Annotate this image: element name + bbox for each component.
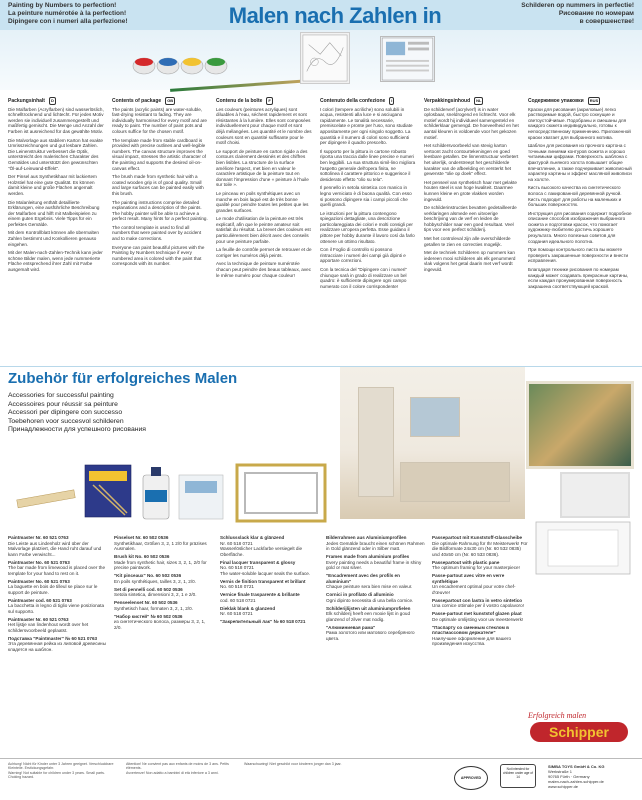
product-title: Cornici in profilato di alluminio: [326, 592, 394, 597]
subtitle-line: Accessories for successful painting: [8, 392, 114, 399]
paragraph: Met het controleval zijn alle overschilderde getallen te zien en correcties mogelijk.: [424, 236, 511, 247]
product-code: Nr. 60 518 0721: [220, 611, 253, 616]
product-title: "Encadrement avec des profils en aluminium": [326, 573, 400, 584]
language-badge: D: [50, 98, 54, 103]
product-title: Vernis de finition transparent et brillant: [220, 578, 306, 584]
paragraph: Mit der Malen-nach-Zahlen-Technik kann jeder schöne Bilder malen, wenn jede nummerierte Fläche entsprechend ihrer Zahl mit Farbe ausgemalt wird.: [8, 250, 103, 273]
product-title: Schlussslack klar & glänzend: [220, 535, 285, 540]
paragraph: Mit dem Kontrollblatt können alle übermalten Zahlen bestimmt und Konkollieren genauso eingehen.: [8, 230, 99, 247]
paragraph: De schilderverf (acrylverf) is in water oplosbaar, sneldrogend en lichtecht. Voor elk motief wordt hij individueel samengesteld en schilderklaar gemengd. De hoeveelheid en het aantal kleuren is voldoende voor het gekozen motief.: [424, 106, 519, 140]
product-desc: из синтетического волоса, размеры 3, 2, 1, 2/0.: [114, 619, 206, 630]
product-desc: Chaque peinture sera bien mise en valeur.: [326, 584, 413, 589]
schipper-logo: [524, 706, 634, 746]
paragraph: Con il Foglio di controllo si possono rintracciare i numeri dei campi già dipinti e apportare correzioni.: [320, 247, 406, 264]
product-code: No. 60 518 0721: [220, 565, 254, 570]
product-title: Set di pennelli cod. 60 502 0536: [114, 586, 183, 592]
accessories-title: Zubehör für erfolgreiches Malen: [8, 370, 238, 387]
template-canvas-image: [300, 32, 350, 84]
product-desc: Un encadrement optimal pour votre chef-d'œuvre!: [432, 584, 516, 595]
framed-painting-image: [526, 381, 634, 469]
product-column-lacquer: [220, 535, 320, 627]
warning-line: Achtung! Nicht für Kinder unter 3 Jahren geeignet. Verschluckbare Kleinteile. Erstickungsgefahr.: [8, 762, 114, 771]
product-desc: Synthetisch haar, formaten 3, 2, 1, 2/0.: [114, 605, 193, 611]
paragraph: The painting instructions comprise detailed explanations and a description of the paints. The hobby painter will be able to achieve a perfect result. Many hints for a perfect painting.: [112, 199, 208, 222]
product-title: Passepartout mit Kunststoff-Glasscheibe: [432, 535, 523, 540]
instructions-sheet-image: [380, 36, 435, 82]
product-desc: Наилучшее оформление для вашего произведения искусства.: [432, 635, 512, 646]
header-tagline-left: [8, 2, 178, 26]
column-heading: Contents of package GB: [112, 98, 174, 104]
product-title: Final lacquer transparent & glossy: [220, 559, 296, 565]
manufacturer-address: [548, 764, 638, 789]
product-desc: Ogni dipinto necessita di una bella cornice.: [326, 597, 414, 603]
language-badge: F: [268, 98, 271, 103]
address-line: malen-nach-zahlen-schipper.de: [548, 779, 604, 784]
paragraph: Il supporto per la pittura in cartone robusto riporta una traccia dalle linee precise e numeri ben leggibili. La sua struttura simil-lino migliora l'aspetto generale dell'opera finita, ne sottolinea il carattere pittorico e suggerisce il desiderato effetto "olio su tela".: [320, 148, 416, 182]
paragraph: Everyone can paint beautiful pictures with the Painting by Numbers technique if every numbered area is colored with the paint that corresponds with its number.: [112, 244, 205, 267]
product-title: Vernice finale trasparente & brillante: [220, 592, 300, 597]
paragraph: Con la tecnica del "Dipingere con i numeri" chiunque sarà in grado di realizzare un bel quadro: è sufficiente dipingere ogni campo numerato con il colore corrispondente!: [320, 267, 408, 289]
warning-text: [8, 762, 118, 780]
address-line: Werkstraße 1: [548, 769, 572, 774]
paragraph: La feuille de contrôle permet de retrouver et de corriger les numéros déjà peints.: [216, 247, 312, 258]
product-desc: La bacchetta in legno di tiglio viene posizionata sul supporto.: [8, 603, 105, 614]
product-title: Passepartout con lastra in vetro sintetico: [432, 597, 523, 603]
product-column-frames: [326, 535, 426, 644]
product-title: "Паспарту со сменным стеклом в пластмассовом держателе": [432, 624, 509, 635]
product-title: Paintmaster cod. 60 521 0763: [8, 597, 72, 603]
product-desc: Die optimale Rahmung für Ihr Meisterwerk! Für die Bildformate 24x30 cm (Nr. 60 532 0835) und 40x50 cm (Nr. 60 533 0836).: [432, 540, 528, 557]
column-f: [216, 97, 312, 281]
accessory-products-image: [15, 445, 335, 525]
paragraph: Avec la technique de peinture numérotée chacun peut peindre des beaux tableaux, avec le même numéro pour chaque couleur!: [216, 261, 312, 278]
tagline-nl: Schilderen op nummers in perfectie!: [521, 2, 634, 9]
tagline-ru-2: в совершенстве!: [579, 18, 634, 25]
logo-brand-text: Schipper: [549, 724, 609, 740]
paragraph: Le support de peinture en carton rigide a des contours clairement dessinés et des chiffres bien lisibles. La structure de la surface améliore l'aspect, met bien en valeur le caractère artistique de la peinture tout en donnant l'impression d'une « peinture à l'huile sur toile ».: [216, 148, 309, 188]
product-code: Nr. 60 518 0721: [220, 540, 253, 546]
paragraph: Met de techniek Schilderen op nummers kan iedereen mooi schilderen als elk genummerd vlak volgens het getal daarin met verf wordt ingevuld.: [424, 250, 516, 273]
page-title: Malen nach Zahlen in: [228, 3, 442, 28]
accessories-subtitles: [8, 392, 146, 435]
product-title: Paintmaster No. 60 521 0763: [8, 559, 70, 565]
column-i: [320, 97, 416, 292]
product-title: Passe-partout avec vitre en verre synthétique: [432, 573, 505, 584]
paragraph: Het penseel van synthetisch haar met gelakte houten steel is van hoge kwaliteit. Daarmee kunnen kleine en grote vlakken worden ingevuld.: [424, 179, 517, 202]
paragraph: The brush made from synthetic hair with a coated wooden grip is of good quality. Small and large surfaces can be painted easily with this brush.: [112, 174, 204, 196]
paragraph: При помощи контрольного листа вы можете проверить закрашенные поверхности и внести исправления.: [528, 247, 629, 264]
product-desc: Рама золотого или матового серебряного цвета.: [326, 630, 415, 641]
product-desc: En poils synthétiques, tailles 3, 2, 1, 2/0.: [114, 578, 196, 584]
product-desc: Una cornice ottimale per il vostro capolavoro!: [432, 603, 524, 608]
language-badge: RUS: [589, 98, 599, 103]
paragraph: Шаблон для рисования из прочного картона с точными линиями контуров сюжета и хорошо читаемыми цифрами. Поверхность шаблона с фактурой льняного холста повышает общее впечатление, а также подчеркивает живописный характер картины и эффект масляной живописи на холсте.: [528, 143, 632, 182]
product-title: Dieklak blank & glanzend: [220, 605, 276, 611]
room-photo: [340, 367, 525, 519]
product-title: Passe-partout met kunststof glazen plaat: [432, 611, 522, 616]
product-desc: The bar made from limewood is placed over the template for your hand to rest on it.: [8, 565, 106, 576]
product-column-passepartout: [432, 535, 528, 649]
paragraph: Le mode d'utilisation de la peinture est très explicatif, afin que le peintre amateur soit satisfait du résultat. La brevet des couleurs est particulièrement bien décrit avec des conseils pour une peinture parfaite.: [216, 216, 311, 244]
paragraph: I colori (tempere acriliche) sono solubili in acqua, resistenti alla luce e si asciugano rapidamente. Le tonalità necessarie, premiscelate e pronte per l'uso, sono studiate appositamente per ogni singolo soggetto. La quantità e il numero di colori sono sufficienti per dipingere il quadro prescelto.: [320, 106, 413, 146]
logo-script-text: Erfolgreich malen: [528, 711, 587, 720]
column-heading: Verpakkingsinhoud NL: [424, 98, 482, 104]
section-divider: [0, 366, 642, 367]
warning-text: [244, 762, 354, 766]
warning-line: Warning! Not suitable for children under 3 years. Small parts. Choking hazard.: [8, 770, 105, 780]
product-title: Pinselset Nr. 60 502 0536: [114, 535, 169, 540]
product-code: No. 60 518 0721: [220, 584, 254, 589]
subtitle-line: Toebehoren voor succesvol schilderen: [8, 417, 124, 425]
paragraph: Het schildersvoorbeeld van stevig karton vertoont zacht contourtekeningen en goed leesbare getallen. De linnenstructuur verbetert het uiterlijk, onderstreept het geschilderde karakter van de afbeelding en versterkt het gewenste "olie op doek" effect.: [424, 143, 519, 177]
tagline-fr: La peinture numérotée à la perfection!: [8, 10, 127, 17]
tagline-ru-1: Рисование по номерам: [558, 10, 634, 17]
paragraph: The control template is used to find all numbers that were painted over by accident and to make corrections.: [112, 224, 202, 242]
address-line: 90765 Fürth · Germany: [548, 774, 590, 779]
product-desc: Elk schilderij heeft een mooie lijst in goud glanzend of zilver mat nodig.: [326, 611, 411, 622]
product-desc: Made from synthetic hair, sizes 3, 2, 1, 2/0 for precise paintwork.: [114, 559, 207, 570]
paragraph: Le pinceau en poils synthétiques avec un manche en bois laqué est de très bonne qualité pour peindre toutes les petites que les grandes surfaces.: [216, 190, 309, 213]
paragraph: Les couleurs (peintures acryliques) sont diluables à l'eau, séchent rapidement et sont résistantes à la lumière. Elles sont composées individuellement pour chaque motif et sont déjà mélangées. Les quantité et le nombre des couleurs sont en quantité suffisante pour le motif choisi.: [216, 106, 312, 146]
product-desc: Every painting needs a beautiful frame in shiny gold or mat silver.: [326, 559, 422, 570]
product-desc: Setola sintetica, dimensioni 3, 2, 1 e 2/0.: [114, 592, 197, 597]
product-title: Schilderijlijsten uit aluminiumprofielen: [326, 605, 411, 611]
sideboard-image: [400, 462, 510, 502]
paragraph: Die Malanleitung enthält detaillierte Erklärungen, eine ausführliche Beschreibung der Malfarben und hilft mit Malbeispielen zu einem guten Ergebnis. Viele Tipps für ein perfektes Gemälde.: [8, 199, 100, 227]
product-title: Paintmaster No. 60 521 0763: [8, 578, 70, 584]
product-desc: La baguette en bois de tilleul se place sur le support de peinture.: [8, 584, 98, 595]
warning-line: Attention! Ne convient pas aux enfants de moins de 3 ans. Petits éléments.: [126, 762, 229, 771]
paragraph: Der Pinsel aus Synthetikhaar mit lackiertem Holzstiel hat eine gute Qualität. Es können damit kleine und große Flächen angemalt werden.: [8, 174, 97, 196]
product-title: Brush kit No. 60 502 0536: [114, 554, 170, 559]
approved-seal: APPROVED: [454, 766, 488, 790]
subtitle-line: Принадлежности для успешного рисования: [8, 426, 146, 434]
column-heading: Packungsinhalt D: [8, 98, 54, 104]
paragraph: Die Malvorlage aus stabilem Karton hat exakte Umrisszeichnungen und gut lesbare Zahlen. Die Leinenstruktur verbessert die Optik, unterstreicht den malerischen Charakter des Gemäldes und unterstützt den gewünschten "Öl-auf-Leinwand-Effekt".: [8, 137, 103, 171]
paragraph: Die Malfarben (Acrylfarben) sind wasserlöslich, schnelltrocknend und lichtecht. Für jedes Motiv werden sie individuell zusammengestellt und maßfertig gemischt. Die Menge und Anzahl der Farben ist ausreichend für das gewählte Motiv.: [8, 106, 104, 134]
product-title: "Kit pinceaux" No. 60 502 0536: [114, 573, 182, 578]
tagline-it: Dipingere con i numeri alla perfezione!: [8, 18, 128, 25]
product-title: Paintmaster Nr. 60 521 0763: [8, 616, 69, 622]
column-de: [8, 97, 104, 276]
passepartout-image: [530, 518, 636, 578]
column-rus: [528, 97, 634, 292]
column-nl: [424, 97, 520, 276]
warning-line: Waarschuwing! Niet geschikt voor kinderen jonger dan 3 jaar.: [244, 762, 342, 766]
tagline-en: Painting by Numbers to perfection!: [8, 2, 117, 9]
paint-pots-image: [130, 36, 240, 80]
product-desc: Jedes Gemälde braucht einen schönen Rahmen in Gold glänzend oder in Silber matt.: [326, 540, 425, 551]
product-desc: Het lijstje van lindenhout wordt over het schildersvoorbeeld geplaatst.: [8, 622, 89, 633]
column-heading: Contenu de la boîte F: [216, 98, 271, 104]
product-title: Penseelenset Nr. 60 502 0536: [114, 600, 178, 605]
product-column-paintmaster: [8, 535, 108, 655]
paragraph: The template made from stable cardboard is provided with precise outlines and well-legible numbers. The canvas structure improves the visual impact, stresses the artistic character of the painting and supports the desired oil-on-canvas effect.: [112, 137, 206, 171]
subtitle-line: Accessoires pour réussir sa peinture: [8, 400, 118, 408]
product-title: Bilderrahmen aus Aluminiumprofilen: [326, 535, 407, 540]
paragraph: De schilderinstructies bevatten gedetailleerde verklaringen alsmede een uitvoerige beschrijving van de verf en leiden de hobbyschilder naar een goed resultaat. Veel tips voor een perfect schilderij.: [424, 205, 517, 233]
product-title: "Алюминиевая рама": [326, 624, 376, 630]
warning-line: Avvertenze! Non adatto a bambini di età inferiore a 3 anni.: [126, 770, 219, 775]
paragraph: Le istruzioni per la pittura contengono spiegazioni dettagliate, una descrizione particolareggiata dei colori e molti consigli per realizzare un'opera perfetta. Esse guidano il pittore per hobby durante il lavoro così da farlo ottenere un ottimo risultato.: [320, 210, 415, 244]
framed-picture-image: [410, 397, 460, 437]
paragraph: The paints (acrylic paints) are water-soluble, fast-drying resistant to fading. They are individually harmonised for every motif and are ready to paint. The number of paint pots and colours suffice for the chosen motif.: [112, 106, 207, 134]
product-desc: The optimum framing for your masterpiece!: [432, 565, 520, 570]
address-line: SIMBA TOYS GmbH & Co. KG: [548, 764, 605, 769]
paragraph: Краски для рисования (акриловые) легко растворимые водой, быстро сохнущие и светоустойчивые. Подобраны и смешаны для каждого сюжета индивидуально, готовы к непосредственному применению. Приложенной краски хватает для выбранного мотива.: [528, 106, 631, 140]
paragraph: Благодаря технике рисования по номерам каждый может создавать прекрасные картины, если каждая пронумерованная поверхность закрашена соответствующей краской.: [528, 267, 629, 289]
product-title: Passepartout with plastic pane: [432, 559, 500, 565]
product-desc: Die Leiste aus Lindenholz wird über der Malvorlage platziert, die Hand ruht darauf und kann Farbe verwischt...: [8, 540, 102, 557]
age-warning-badge: Not intended for children under age of 14: [500, 764, 536, 788]
column-gb: [112, 97, 208, 270]
product-title: "Набор кистей" № 60 502 0536: [114, 613, 183, 619]
warning-text: [126, 762, 236, 775]
paragraph: Инструкция для рисования содержит подробное описание способов изображения выбранного сюжета и подготовки красок, что помогает художнику-любителю достичь хорошего результата. Много полезных советов для создания идеального полотна.: [528, 210, 632, 244]
product-title: Frames made from aluminium profiles: [326, 554, 410, 559]
paragraph: Il pennello in setola sintetica con manico in legno verniciato è di buona qualità. Con esso si possono dipingere sia i campi piccoli che quelli grandi.: [320, 185, 412, 208]
column-heading: Содержимое упаковки RUS: [528, 98, 599, 104]
bookshelf-image: [358, 387, 394, 497]
language-badge: GB: [167, 98, 174, 103]
product-code: cod. 60 518 0721: [220, 597, 256, 603]
address-line: www.schipper.de: [548, 784, 579, 789]
product-column-brush-set: [114, 535, 214, 633]
language-badge: I: [391, 98, 393, 103]
product-desc: Synthetikhaar, Größen 3, 2, 1 2/0 für präzises Ausmalen.: [114, 540, 207, 551]
product-title: "Закрепительный лак" № 60 518 0721: [220, 619, 306, 624]
language-badge: NL: [476, 98, 482, 103]
paragraph: Кисть высокого качества из синтетического волоса с лакированной деревянной ручкой. Кисть подходит для работы на маленьких и больших поверхностях.: [528, 185, 622, 208]
product-title: Подставка "Paintmaster" № 60 521 0763: [8, 635, 98, 641]
product-title: Paintmaster Nr. 60 521 0763: [8, 535, 69, 540]
product-desc: Эта деревянная рейка из липовой древесины кладется на шаблон.: [8, 641, 106, 652]
product-desc: De optimale omlijsting voor uw meesterwerk!: [432, 616, 524, 622]
product-desc: The water-soluble lacquer seals the surface.: [220, 570, 311, 576]
header-tagline-right: [514, 2, 634, 26]
subtitle-line: Accessori per dipingere con successo: [8, 409, 123, 417]
product-desc: Wasserlöslicher Lackfarbe versiegelt die Oberfläche.: [220, 546, 303, 557]
painting-in-progress-image: [560, 472, 630, 518]
column-heading: Contenuto della confezione I: [320, 98, 393, 104]
